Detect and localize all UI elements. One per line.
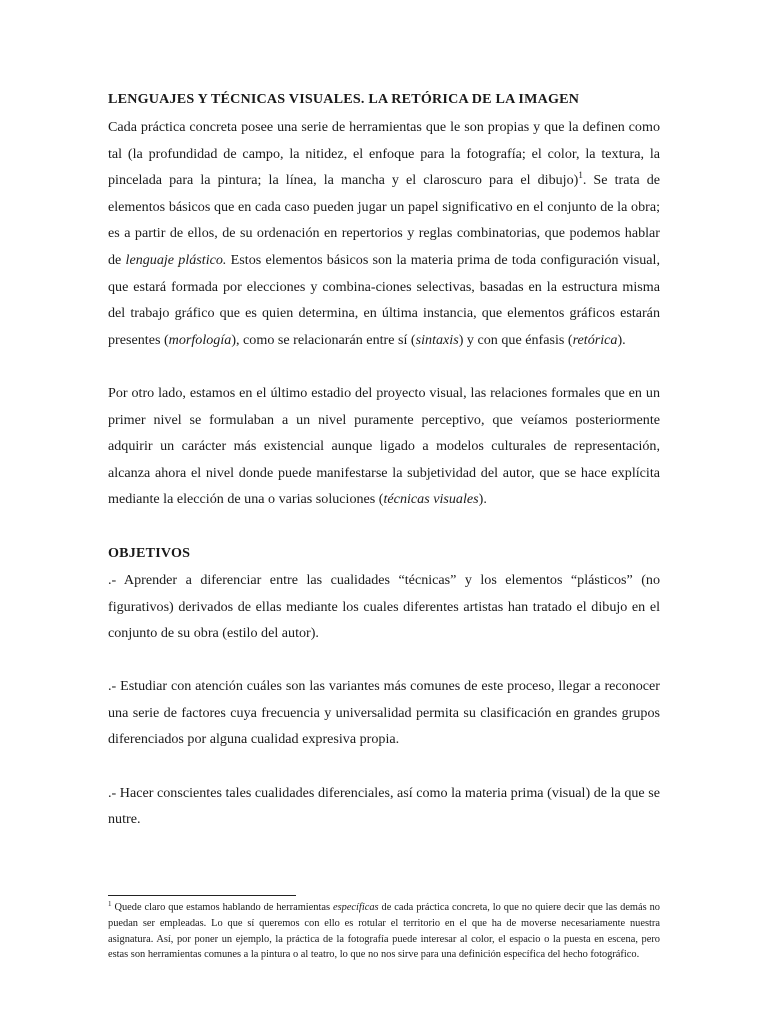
text-run: Estos elementos básicos son la materia prima de toda configuración visual, que estará formada por elecciones y combina-ciones selectivas, basadas en la estructura misma del trabajo gráfico que es quien determina, en última instancia, que elementos gráficos estarán presentes ( bbox=[108, 251, 661, 348]
emphasis-term: sintaxis bbox=[415, 331, 459, 348]
paragraph-intro bbox=[108, 114, 660, 353]
text-run: ). bbox=[478, 491, 487, 508]
text-run: ), como se relacionarán entre sí ( bbox=[231, 331, 416, 348]
text-run: Por otro lado, estamos en el último estadio del proyecto visual, las relaciones formales que en un primer nivel se formulaban a un nivel puramente perceptivo, que veíamos posteriormente adquirir un carácter más existencial aunque ligado a modelos culturales de representación, alcanza ahora el nivel donde puede manifestarse la subjetividad del autor, que se hace explícita mediante la elección de una o varias soluciones ( bbox=[108, 384, 660, 508]
text-run: ) y con que énfasis ( bbox=[458, 331, 573, 348]
document-body bbox=[108, 84, 660, 833]
emphasis-term: técnicas visuales bbox=[383, 491, 479, 508]
text-run: ). bbox=[617, 331, 626, 348]
emphasis-term: lenguaje plástico. bbox=[125, 251, 227, 268]
page-title: LENGUAJES Y TÉCNICAS VISUALES. LA RETÓRICA DE LA IMAGEN bbox=[108, 91, 580, 107]
text-run: de cada práctica concreta, lo que no quiere decir que las demás no puedan ser empleadas. Lo que sí queremos con ello es rotular el territorio en el que ha de moverse necesariamente nuestra asignatura. Así, por poner un ejemplo, la práctica de la fotografía puede interesar al color, el espacio o la puesta en escena, pero estas son herramientas comunes a la pintura o al teatro, lo que no nos sirve para una definición específica del hecho fotográfico. bbox=[108, 902, 661, 961]
text-run: Quede claro que estamos hablando de herramientas bbox=[111, 902, 333, 913]
paragraph-context bbox=[108, 380, 660, 513]
emphasis-term: retórica bbox=[572, 331, 618, 348]
objective-item: .- Hacer conscientes tales cualidades diferenciales, así como la materia prima (visual) de la que se nutre. bbox=[108, 784, 660, 828]
emphasis-term: específicas bbox=[332, 902, 379, 913]
footnote-marker: 1 bbox=[108, 900, 112, 908]
text-run: . Se trata de elementos básicos que en cada caso pueden jugar un papel significativo en el conjunto de la obra; es a partir de ellos, de su ordenación en repertorios y reglas combinatorias, que podemos hablar de bbox=[108, 172, 661, 268]
footnote-reference[interactable]: 1 bbox=[578, 170, 583, 181]
objective-item: .- Aprender a diferenciar entre las cualidades “técnicas” y los elementos “plásticos” (no figurativos) derivados de ellas mediante los cuales diferentes artistas han tratado el dibujo en el conjunto de su obra (estilo del autor). bbox=[108, 571, 660, 642]
emphasis-term: morfología bbox=[168, 331, 232, 348]
text-run: Cada práctica concreta posee una serie de herramientas que le son propias y que la definen como tal (la profundidad de campo, la nitidez, el enfoque para la fotografía; el color, la textura, la pincelada para la pintura; la línea, la mancha y el claroscuro para el dibujo) bbox=[108, 119, 660, 189]
footnote bbox=[108, 900, 660, 963]
objective-item: .- Estudiar con atención cuáles son las variantes más comunes de este proceso, llegar a reconocer una serie de factores cuya frecuencia y universalidad permita su clasificación en grandes grupos diferenciados por alguna cualidad expresiva propia. bbox=[108, 678, 660, 748]
footnote-divider bbox=[108, 895, 296, 896]
section-heading-objectives: OBJETIVOS bbox=[108, 544, 191, 561]
